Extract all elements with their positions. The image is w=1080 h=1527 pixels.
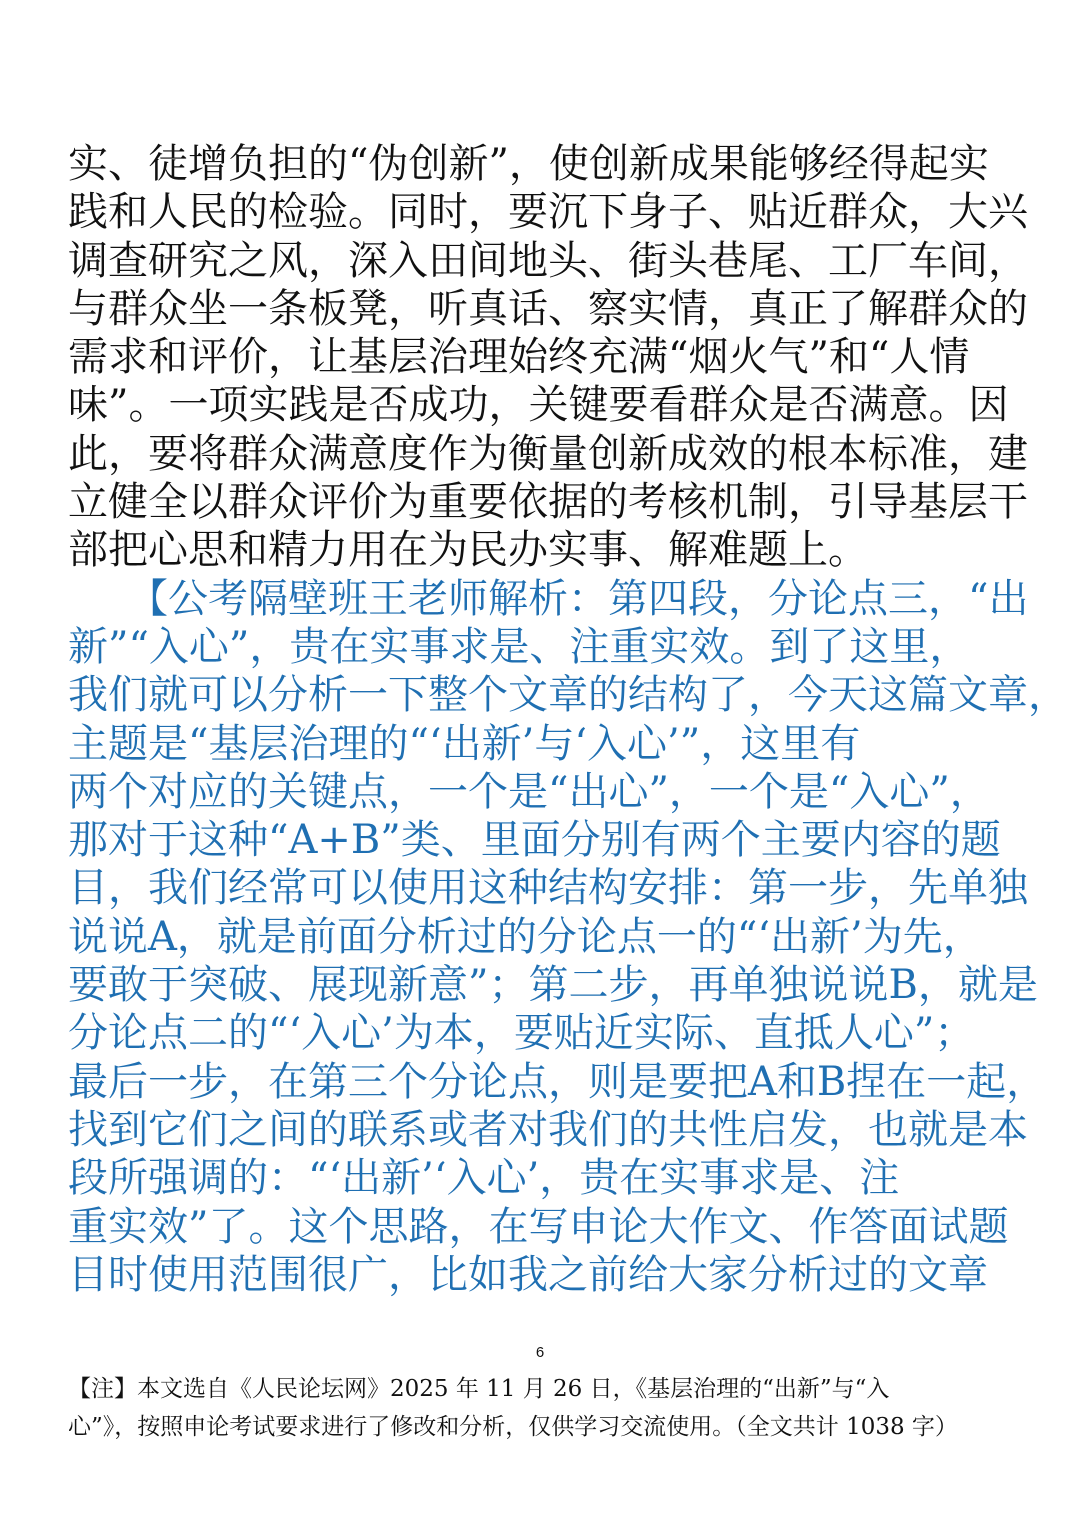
body-line: 调查研究之风，深入田间地头、街头巷尾、工厂车间，	[68, 237, 1028, 284]
footnote	[68, 1370, 1018, 1446]
footnote-line: 【注】本文选自《人民论坛网》2025 年 11 月 26 日，《基层治理的“出新”与“入	[68, 1376, 890, 1402]
body-line: 与群众坐一条板凳，听真话、察实情，真正了解群众的	[68, 285, 1028, 332]
main-text	[68, 140, 1068, 1299]
body-line: 需求和评价，让基层治理始终充满“烟火气”和“人情	[68, 334, 970, 381]
body-line: 此，要将群众满意度作为衡量创新成效的根本标准，建	[68, 430, 1028, 477]
body-line: 实、徒增负担的“伪创新”，使创新成果能够经得起实	[68, 141, 989, 187]
note-line: 我们就可以分析一下整个文章的结构了，今天这篇文章，	[68, 672, 1068, 719]
note-line: 【公考隔壁班王老师解析：第四段，分论点三，“出	[68, 575, 1029, 622]
note-line: 目时使用范围很广，比如我之前给大家分析过的文章	[68, 1251, 988, 1298]
body-line: 践和人民的检验。同时，要沉下身子、贴近群众，大兴	[68, 189, 1028, 236]
note-line: 最后一步，在第三个分论点，则是要把A和B捏在一起，	[68, 1058, 1047, 1105]
note-line: 新”“入心”，贵在实事求是、注重实效。到了这里，	[68, 623, 970, 670]
note-line: 那对于这种“A+B”类、里面分别有两个主要内容的题	[68, 817, 1001, 864]
note-line: 要敢于突破、展现新意”；第二步，再单独说说B，就是	[68, 962, 1038, 1009]
body-paragraph	[68, 140, 1028, 575]
note-line: 两个对应的关键点，一个是“出心”，一个是“入心”，	[68, 768, 990, 815]
body-line: 味”。一项实践是否成功，关键要看群众是否满意。因	[68, 382, 1009, 429]
note-line: 段所强调的：“‘出新’‘入心’，贵在实事求是、注	[68, 1155, 900, 1202]
note-line: 重实效”了。这个思路，在写申论大作文、作答面试题	[68, 1203, 1009, 1250]
note-line: 分论点二的“‘入心’为本，要贴近实际、直抵人心”；	[68, 1010, 975, 1057]
note-line: 说说A，就是前面分析过的分论点一的“‘出新’为先，	[68, 913, 983, 960]
note-line: 主题是“基层治理的“‘出新’与‘入心’”，这里有	[68, 720, 861, 767]
page-number: 6	[535, 1344, 545, 1361]
analysis-note	[68, 575, 1068, 1299]
body-line: 立健全以群众评价为重要依据的考核机制，引导基层干	[68, 479, 1028, 526]
footnote-line: 心”》，按照申论考试要求进行了修改和分析，仅供学习交流使用。（全文共计 1038 字）	[68, 1414, 958, 1440]
body-line: 部把心思和精力用在为民办实事、解难题上。	[68, 527, 868, 574]
note-line: 目，我们经常可以使用这种结构安排：第一步，先单独	[68, 865, 1028, 912]
note-line: 找到它们之间的联系或者对我们的共性启发，也就是本	[68, 1106, 1028, 1153]
